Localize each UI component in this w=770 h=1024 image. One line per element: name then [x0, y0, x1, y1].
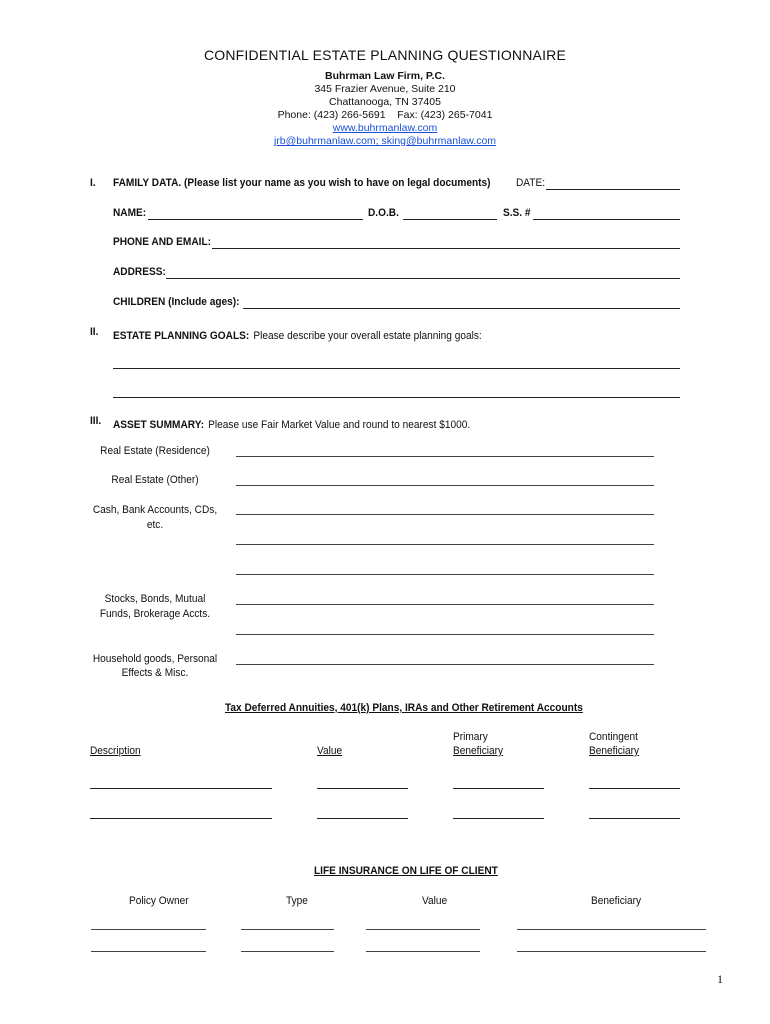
insurance-type-field-2[interactable] — [241, 951, 334, 952]
asset-label-stocks-line2: Funds, Brokerage Accts. — [99, 608, 211, 620]
asset-label-real-estate-other: Real Estate (Other) — [111, 474, 199, 486]
asset-label-real-estate-residence: Real Estate (Residence) — [100, 445, 210, 457]
col-contingent-line1: Contingent — [589, 731, 638, 743]
asset-field-household[interactable] — [236, 664, 654, 665]
asset-field-cash-2[interactable] — [236, 544, 654, 545]
section3-instructions: Please use Fair Market Value and round to nearest $1000. — [208, 419, 471, 431]
retirement-primary-field-1[interactable] — [453, 788, 544, 789]
firm-email-row — [0, 135, 770, 148]
asset-field-real-estate-residence[interactable] — [236, 456, 654, 457]
ss-field[interactable] — [533, 219, 680, 220]
col-value: Value — [317, 745, 343, 757]
retirement-contingent-field-1[interactable] — [589, 788, 680, 789]
col-policy-owner: Policy Owner — [129, 895, 189, 907]
goals-line-2[interactable] — [113, 397, 680, 398]
col-description: Description — [90, 745, 141, 757]
col-type: Type — [286, 895, 308, 907]
firm-name: Buhrman Law Firm, P.C. — [325, 70, 445, 82]
asset-field-stocks-1[interactable] — [236, 604, 654, 605]
asset-field-real-estate-other[interactable] — [236, 485, 654, 486]
children-label: CHILDREN (Include ages): — [113, 296, 240, 308]
firm-address-line1: 345 Frazier Avenue, Suite 210 — [314, 83, 456, 95]
asset-label-stocks-line1: Stocks, Bonds, Mutual — [104, 593, 206, 605]
asset-field-cash-1[interactable] — [236, 514, 654, 515]
col-primary-line2: Beneficiary — [453, 745, 504, 757]
section2-instructions: Please describe your overall estate planning goals: — [253, 330, 482, 342]
phone-email-field[interactable] — [212, 248, 680, 249]
retirement-description-field-1[interactable] — [90, 788, 272, 789]
insurance-beneficiary-field-2[interactable] — [517, 951, 706, 952]
asset-label-cash-line2: etc. — [146, 519, 164, 531]
section1-heading: FAMILY DATA. (Please list your name as you wish to have on legal documents) — [113, 177, 491, 189]
email-separator: ; — [375, 135, 382, 147]
insurance-heading: LIFE INSURANCE ON LIFE OF CLIENT — [314, 865, 498, 877]
retirement-value-field-2[interactable] — [317, 818, 408, 819]
retirement-contingent-field-2[interactable] — [589, 818, 680, 819]
dob-field[interactable] — [403, 219, 497, 220]
phone-email-label: PHONE AND EMAIL: — [113, 236, 212, 248]
page-number: 1 — [717, 972, 723, 986]
goals-line-1[interactable] — [113, 368, 680, 369]
asset-label-household-line2: Effects & Misc. — [121, 667, 189, 679]
section3-heading: ASSET SUMMARY: — [113, 419, 205, 431]
dob-label: D.O.B. — [368, 207, 399, 219]
email-link-sking[interactable]: sking@buhrmanlaw.com — [381, 135, 497, 147]
insurance-owner-field-2[interactable] — [91, 951, 206, 952]
insurance-value-field-2[interactable] — [366, 951, 480, 952]
insurance-value-field-1[interactable] — [366, 929, 480, 930]
website-link[interactable]: www.buhrmanlaw.com — [332, 122, 438, 134]
col-insurance-beneficiary: Beneficiary — [591, 895, 642, 907]
firm-phone-fax: Phone: (423) 266-5691 Fax: (423) 265-7041 — [277, 109, 493, 121]
section3-heading-row — [113, 415, 470, 433]
date-label: DATE: — [516, 177, 546, 189]
insurance-type-field-1[interactable] — [241, 929, 334, 930]
insurance-owner-field-1[interactable] — [91, 929, 206, 930]
insurance-beneficiary-field-1[interactable] — [517, 929, 706, 930]
section3-number: III. — [90, 415, 102, 427]
asset-field-stocks-2[interactable] — [236, 634, 654, 635]
asset-label-cash-line1: Cash, Bank Accounts, CDs, — [92, 504, 218, 516]
name-label: NAME: — [113, 207, 147, 219]
col-insurance-value: Value — [422, 895, 448, 907]
section2-heading: ESTATE PLANNING GOALS: — [113, 330, 250, 342]
retirement-primary-field-2[interactable] — [453, 818, 544, 819]
name-field[interactable] — [148, 219, 363, 220]
address-field[interactable] — [166, 278, 680, 279]
ss-label: S.S. # — [503, 207, 531, 219]
asset-field-cash-3[interactable] — [236, 574, 654, 575]
col-primary-line1: Primary — [453, 731, 488, 743]
firm-website-row — [0, 122, 770, 135]
retirement-value-field-1[interactable] — [317, 788, 408, 789]
document-title: CONFIDENTIAL ESTATE PLANNING QUESTIONNAIRE — [203, 47, 567, 63]
section1-number: I. — [90, 177, 96, 189]
address-label: ADDRESS: — [113, 266, 166, 278]
col-contingent-line2: Beneficiary — [589, 745, 640, 757]
retirement-description-field-2[interactable] — [90, 818, 272, 819]
date-field[interactable] — [546, 189, 680, 190]
retirement-heading: Tax Deferred Annuities, 401(k) Plans, IRAs and Other Retirement Accounts — [225, 702, 583, 714]
children-field[interactable] — [243, 308, 680, 309]
email-link-jrb[interactable]: jrb@buhrmanlaw.com — [273, 135, 376, 147]
section2-heading-row — [113, 326, 482, 344]
asset-label-household-line1: Household goods, Personal — [92, 653, 218, 665]
firm-address-line2: Chattanooga, TN 37405 — [329, 96, 441, 108]
section2-number: II. — [90, 326, 99, 338]
